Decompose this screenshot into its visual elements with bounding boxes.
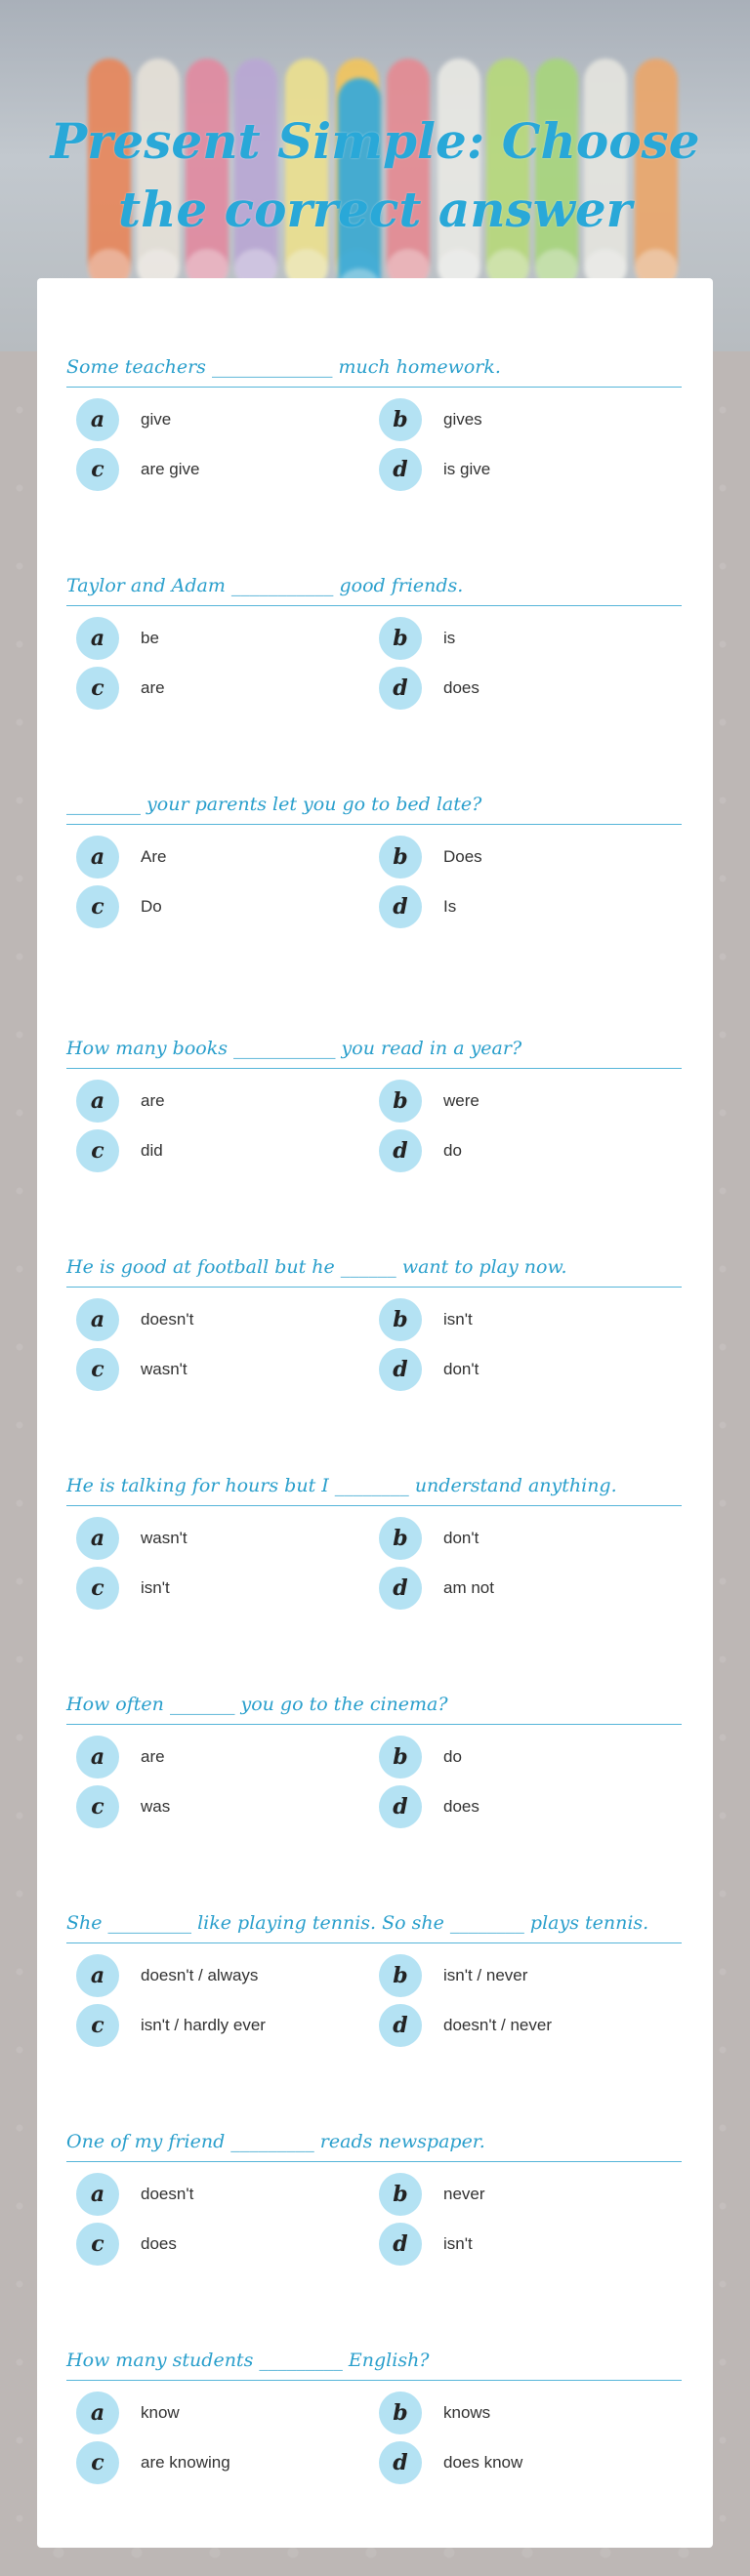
option-label: don't (443, 1529, 479, 1547)
option-letter-d: d (379, 2004, 422, 2047)
option-d[interactable] (379, 1347, 672, 1392)
option-letter-a: a (76, 1517, 119, 1560)
option-label: Do (141, 897, 162, 916)
option-label: are (141, 1747, 165, 1766)
option-c[interactable] (76, 666, 369, 711)
option-c[interactable] (76, 1347, 369, 1392)
option-letter-c: c (76, 448, 119, 491)
option-d[interactable] (379, 2440, 672, 2485)
option-a[interactable] (76, 1516, 369, 1561)
options-group (66, 1735, 682, 1842)
question-divider (66, 1068, 682, 1069)
option-letter-b: b (379, 1954, 422, 1997)
option-a[interactable] (76, 1953, 369, 1998)
option-label: don't (443, 1360, 479, 1378)
question-text: He is good at football but he ______ want to play now. (66, 1256, 567, 1278)
option-c[interactable] (76, 1128, 369, 1173)
option-label: doesn't / never (443, 2016, 552, 2034)
option-c[interactable] (76, 447, 369, 492)
option-label: doesn't (141, 1310, 194, 1329)
option-label: are (141, 1091, 165, 1110)
option-letter-c: c (76, 2004, 119, 2047)
question-text: How many books ___________ you read in a year? (66, 1038, 522, 1059)
option-b[interactable] (379, 1953, 672, 1998)
question-divider (66, 824, 682, 825)
option-c[interactable] (76, 1784, 369, 1829)
question-text: Taylor and Adam ___________ good friends. (66, 575, 464, 596)
option-label: are knowing (141, 2453, 230, 2472)
option-label: does (141, 2234, 177, 2253)
question-4 (66, 1033, 682, 1186)
option-letter-a: a (76, 1954, 119, 1997)
option-b[interactable] (379, 1516, 672, 1561)
option-label: gives (443, 410, 482, 429)
question-divider (66, 1287, 682, 1288)
option-b[interactable] (379, 1079, 672, 1124)
option-d[interactable] (379, 1784, 672, 1829)
option-label: Is (443, 897, 457, 916)
option-label: do (443, 1141, 462, 1160)
option-c[interactable] (76, 1566, 369, 1611)
options-group (66, 2391, 682, 2498)
option-label: wasn't (141, 1360, 188, 1378)
option-label: doesn't / always (141, 1966, 259, 1984)
option-letter-d: d (379, 448, 422, 491)
page-title: Present Simple: Choose the correct answer (50, 112, 700, 238)
question-divider (66, 1505, 682, 1506)
option-a[interactable] (76, 835, 369, 879)
option-b[interactable] (379, 616, 672, 661)
option-b[interactable] (379, 835, 672, 879)
question-1 (66, 351, 682, 505)
question-divider (66, 1724, 682, 1725)
option-label: are give (141, 460, 200, 478)
option-letter-a: a (76, 836, 119, 879)
option-letter-a: a (76, 398, 119, 441)
option-b[interactable] (379, 397, 672, 442)
option-label: were (443, 1091, 479, 1110)
question-text: Some teachers _____________ much homework. (66, 356, 501, 378)
question-3 (66, 789, 682, 942)
option-label: doesn't (141, 2185, 194, 2203)
question-8 (66, 1907, 682, 2061)
option-letter-d: d (379, 2441, 422, 2484)
option-a[interactable] (76, 616, 369, 661)
option-letter-d: d (379, 2223, 422, 2266)
question-6 (66, 1470, 682, 1623)
question-9 (66, 2126, 682, 2279)
option-a[interactable] (76, 397, 369, 442)
option-letter-b: b (379, 836, 422, 879)
option-letter-d: d (379, 1567, 422, 1610)
option-letter-d: d (379, 1348, 422, 1391)
options-group (66, 1516, 682, 1623)
question-divider (66, 2380, 682, 2381)
option-label: do (443, 1747, 462, 1766)
options-group (66, 1953, 682, 2061)
option-d[interactable] (379, 666, 672, 711)
question-text: ________ your parents let you go to bed late? (66, 794, 482, 815)
option-letter-b: b (379, 1517, 422, 1560)
question-text: One of my friend _________ reads newspaper. (66, 2131, 485, 2152)
option-label: was (141, 1797, 171, 1816)
option-letter-a: a (76, 1080, 119, 1123)
question-text: How many students _________ English? (66, 2350, 430, 2371)
question-10 (66, 2345, 682, 2498)
question-divider (66, 387, 682, 388)
options-group (66, 1297, 682, 1405)
option-letter-c: c (76, 667, 119, 710)
option-a[interactable] (76, 1079, 369, 1124)
option-letter-a: a (76, 1298, 119, 1341)
option-letter-c: c (76, 885, 119, 928)
option-label: am not (443, 1578, 494, 1597)
option-label: wasn't (141, 1529, 188, 1547)
option-c[interactable] (76, 2003, 369, 2048)
option-a[interactable] (76, 2391, 369, 2435)
option-c[interactable] (76, 2222, 369, 2267)
option-label: does (443, 1797, 479, 1816)
option-d[interactable] (379, 447, 672, 492)
option-label: Are (141, 847, 167, 866)
option-label: is give (443, 460, 491, 478)
question-text: How often _______ you go to the cinema? (66, 1694, 448, 1715)
options-group (66, 835, 682, 942)
option-letter-b: b (379, 1736, 422, 1779)
option-label: be (141, 629, 159, 647)
option-b[interactable] (379, 2172, 672, 2217)
question-text: She _________ like playing tennis. So she ________ plays tennis. (66, 1912, 649, 1934)
options-group (66, 2172, 682, 2279)
option-b[interactable] (379, 1735, 672, 1779)
option-letter-d: d (379, 885, 422, 928)
option-label: isn't / never (443, 1966, 528, 1984)
option-b[interactable] (379, 2391, 672, 2435)
option-letter-b: b (379, 1080, 422, 1123)
option-letter-a: a (76, 2392, 119, 2434)
question-divider (66, 2161, 682, 2162)
option-letter-c: c (76, 2223, 119, 2266)
option-d[interactable] (379, 884, 672, 929)
options-group (66, 1079, 682, 1186)
option-d[interactable] (379, 2222, 672, 2267)
option-label: is (443, 629, 456, 647)
option-letter-c: c (76, 1348, 119, 1391)
question-divider (66, 1942, 682, 1943)
option-label: know (141, 2403, 180, 2422)
option-c[interactable] (76, 2440, 369, 2485)
option-letter-b: b (379, 617, 422, 660)
options-group (66, 397, 682, 505)
question-5 (66, 1251, 682, 1405)
option-d[interactable] (379, 1128, 672, 1173)
option-letter-c: c (76, 1567, 119, 1610)
option-d[interactable] (379, 1566, 672, 1611)
option-label: does (443, 678, 479, 697)
option-letter-a: a (76, 1736, 119, 1779)
option-label: did (141, 1141, 163, 1160)
question-text: He is talking for hours but I ________ understand anything. (66, 1475, 617, 1496)
option-c[interactable] (76, 884, 369, 929)
option-letter-a: a (76, 2173, 119, 2216)
option-letter-b: b (379, 2392, 422, 2434)
option-letter-c: c (76, 1785, 119, 1828)
option-label: Does (443, 847, 482, 866)
option-b[interactable] (379, 1297, 672, 1342)
option-letter-a: a (76, 617, 119, 660)
option-label: isn't (443, 1310, 473, 1329)
option-a[interactable] (76, 1297, 369, 1342)
question-7 (66, 1689, 682, 1842)
question-2 (66, 570, 682, 723)
option-letter-b: b (379, 2173, 422, 2216)
option-label: knows (443, 2403, 491, 2422)
option-d[interactable] (379, 2003, 672, 2048)
option-letter-c: c (76, 2441, 119, 2484)
option-letter-b: b (379, 1298, 422, 1341)
option-label: does know (443, 2453, 523, 2472)
option-a[interactable] (76, 1735, 369, 1779)
option-label: isn't (141, 1578, 170, 1597)
option-label: isn't (443, 2234, 473, 2253)
option-letter-c: c (76, 1129, 119, 1172)
option-letter-d: d (379, 1129, 422, 1172)
options-group (66, 616, 682, 723)
option-label: give (141, 410, 172, 429)
option-a[interactable] (76, 2172, 369, 2217)
option-letter-d: d (379, 1785, 422, 1828)
option-label: are (141, 678, 165, 697)
option-letter-b: b (379, 398, 422, 441)
option-label: isn't / hardly ever (141, 2016, 266, 2034)
option-label: never (443, 2185, 485, 2203)
option-letter-d: d (379, 667, 422, 710)
question-divider (66, 605, 682, 606)
quiz-card (37, 278, 713, 2548)
